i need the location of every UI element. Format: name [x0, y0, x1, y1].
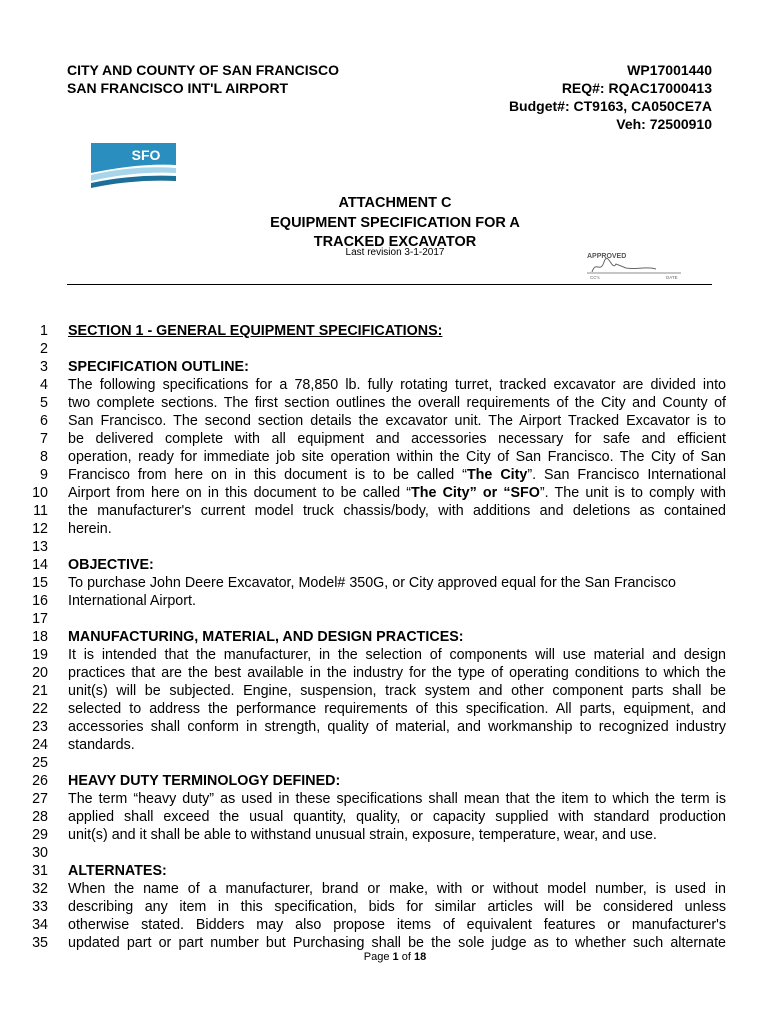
text-line — [0, 700, 770, 718]
line-number: 32 — [32, 881, 48, 897]
line-number: 26 — [32, 773, 48, 789]
text-line — [0, 394, 770, 412]
line-number: 10 — [32, 485, 48, 501]
text-line — [0, 916, 770, 934]
line-number: 24 — [32, 737, 48, 753]
line-number: 16 — [32, 593, 48, 609]
line-number: 35 — [32, 935, 48, 951]
line-text: unit(s) will be subjected. Engine, suspension, track system and other component parts shall be — [68, 683, 726, 699]
text-line — [0, 556, 770, 574]
line-text: accessories shall conform in strength, quality of material, and workmanship to recognized industry — [68, 719, 726, 735]
section-heading: MANUFACTURING, MATERIAL, AND DESIGN PRACTICES: — [68, 629, 464, 645]
line-text: practices that are the best available in the industry for the type of operating conditions to which the — [68, 665, 726, 681]
text-line — [0, 772, 770, 790]
line-number: 14 — [32, 557, 48, 573]
line-text: To purchase John Deere Excavator, Model# 350G, or City approved equal for the San Francisco — [68, 575, 676, 591]
wp-number: WP17001440 — [627, 62, 712, 78]
line-text: It is intended that the manufacturer, in the selection of components will use material and design — [68, 647, 726, 663]
line-text: be delivered complete with all equipment and accessories necessary for safe and efficient — [68, 431, 726, 447]
text-line — [0, 412, 770, 430]
vehicle-number: Veh: 72500910 — [616, 116, 712, 132]
text-line — [0, 322, 770, 340]
text-line — [0, 682, 770, 700]
text-line — [0, 538, 770, 556]
line-text: selected to address the performance requirements of this specification. All parts, equipment, and — [68, 701, 726, 717]
line-text: San Francisco. The second section details the excavator unit. The Airport Tracked Excavator is to — [68, 413, 726, 429]
title-line-1: ATTACHMENT C — [338, 195, 452, 211]
text-line — [0, 808, 770, 826]
text-line — [0, 844, 770, 862]
line-text: describing any item in this specification, bids for similar articles will be considered unless — [68, 899, 726, 915]
line-number: 30 — [32, 845, 48, 861]
line-number: 19 — [32, 647, 48, 663]
line-number: 2 — [40, 341, 48, 357]
line-text: the manufacturer's current model truck chassis/body, with additions and deletions as contained — [68, 503, 726, 519]
line-number: 20 — [32, 665, 48, 681]
text-line — [0, 502, 770, 520]
text-line — [0, 466, 770, 484]
reference-numbers — [509, 61, 712, 133]
text-line — [0, 790, 770, 808]
line-number: 17 — [32, 611, 48, 627]
line-number: 34 — [32, 917, 48, 933]
title-line-3: TRACKED EXCAVATOR — [313, 234, 477, 250]
line-number: 6 — [40, 413, 48, 429]
text-line — [0, 898, 770, 916]
line-text: When the name of a manufacturer, brand or make, with or without model number, is used in — [68, 881, 726, 897]
line-number: 29 — [32, 827, 48, 843]
line-number: 3 — [40, 359, 48, 375]
line-number: 23 — [32, 719, 48, 735]
text-line — [0, 592, 770, 610]
line-text: unit(s) and it shall be able to withstand unusual strain, exposure, temperature, wear, and use. — [68, 827, 657, 843]
line-number: 4 — [40, 377, 48, 393]
line-text: otherwise stated. Bidders may also propose items of equivalent features or manufacturer's — [68, 917, 726, 933]
agency-header — [67, 61, 339, 97]
line-number: 1 — [40, 323, 48, 339]
line-number: 18 — [32, 629, 48, 645]
line-number: 33 — [32, 899, 48, 915]
stamp-date-caption: DATE — [666, 275, 678, 280]
document-title — [0, 194, 770, 253]
line-text: applied shall exceed the usual quantity, quality, or capacity supplied with standard production — [68, 809, 726, 825]
header-divider — [67, 284, 712, 285]
text-line — [0, 358, 770, 376]
section-heading: HEAVY DUTY TERMINOLOGY DEFINED: — [68, 773, 341, 789]
airport-name: SAN FRANCISCO INT'L AIRPORT — [67, 80, 289, 96]
text-line — [0, 484, 770, 502]
text-line — [0, 664, 770, 682]
sfo-logo — [89, 141, 178, 189]
page-footer — [0, 951, 770, 963]
line-text: two complete sections. The first section outlines the overall requirements of the City and County of — [68, 395, 726, 411]
text-line — [0, 610, 770, 628]
text-line — [0, 574, 770, 592]
line-text: herein. — [68, 521, 112, 537]
line-number: 15 — [32, 575, 48, 591]
line-number: 22 — [32, 701, 48, 717]
sfo-logo-text: SFO — [131, 147, 161, 163]
agency-name: CITY AND COUNTY OF SAN FRANCISCO — [67, 62, 339, 78]
line-number: 12 — [32, 521, 48, 537]
numbered-body-text — [0, 322, 770, 952]
line-number: 27 — [32, 791, 48, 807]
section-heading: SPECIFICATION OUTLINE: — [68, 359, 249, 375]
line-text: updated part or part number but Purchasing shall be the sole judge as to whether such alternate — [68, 935, 726, 951]
text-line — [0, 520, 770, 538]
line-text: The following specifications for a 78,850 lb. fully rotating turret, tracked excavator are divided into — [68, 377, 726, 393]
text-line — [0, 736, 770, 754]
section-heading: ALTERNATES: — [68, 863, 167, 879]
footer-prefix: Page — [363, 951, 393, 963]
line-number: 9 — [40, 467, 48, 483]
line-text: operation, ready for immediate job site operation within the City of San Francisco. The City of San — [68, 449, 726, 465]
text-line — [0, 718, 770, 736]
text-line — [0, 430, 770, 448]
text-line — [0, 340, 770, 358]
text-line — [0, 826, 770, 844]
line-text: International Airport. — [68, 593, 196, 609]
section-heading: SECTION 1 - GENERAL EQUIPMENT SPECIFICATIONS: — [68, 323, 443, 339]
line-number: 13 — [32, 539, 48, 555]
section-heading: OBJECTIVE: — [68, 557, 154, 573]
line-text: standards. — [68, 737, 135, 753]
line-number: 5 — [40, 395, 48, 411]
budget-number: Budget#: CT9163, CA050CE7A — [508, 98, 712, 114]
revision-date: Last revision 3-1-2017 — [345, 247, 445, 258]
current-page: 1 — [392, 951, 399, 963]
line-number: 8 — [40, 449, 48, 465]
line-number: 7 — [40, 431, 48, 447]
line-text: Francisco from here on in this document is to be called “The City”. San Francisco International — [68, 467, 727, 483]
line-number: 28 — [32, 809, 48, 825]
req-number: REQ#: RQAC17000413 — [561, 80, 712, 96]
text-line — [0, 376, 770, 394]
footer-of: of — [398, 951, 414, 963]
text-line — [0, 934, 770, 952]
text-line — [0, 880, 770, 898]
text-line — [0, 448, 770, 466]
line-number: 21 — [32, 683, 48, 699]
approved-label: APPROVED — [587, 253, 627, 260]
text-line — [0, 646, 770, 664]
text-line — [0, 862, 770, 880]
approved-stamp — [586, 250, 686, 280]
text-line — [0, 628, 770, 646]
line-text: Airport from here on in this document to be called “The City” or “SFO”. The unit is to comply with — [68, 485, 727, 501]
text-line — [0, 754, 770, 772]
line-number: 11 — [33, 503, 48, 519]
line-text: The term “heavy duty” as used in these specifications shall mean that the item to which the term is — [68, 791, 726, 807]
line-number: 25 — [32, 755, 48, 771]
stamp-left-caption: CC's — [590, 275, 600, 280]
total-pages: 18 — [413, 951, 427, 963]
line-number: 31 — [32, 863, 48, 879]
title-line-2: EQUIPMENT SPECIFICATION FOR A — [270, 214, 520, 231]
signature-scribble — [592, 258, 656, 272]
